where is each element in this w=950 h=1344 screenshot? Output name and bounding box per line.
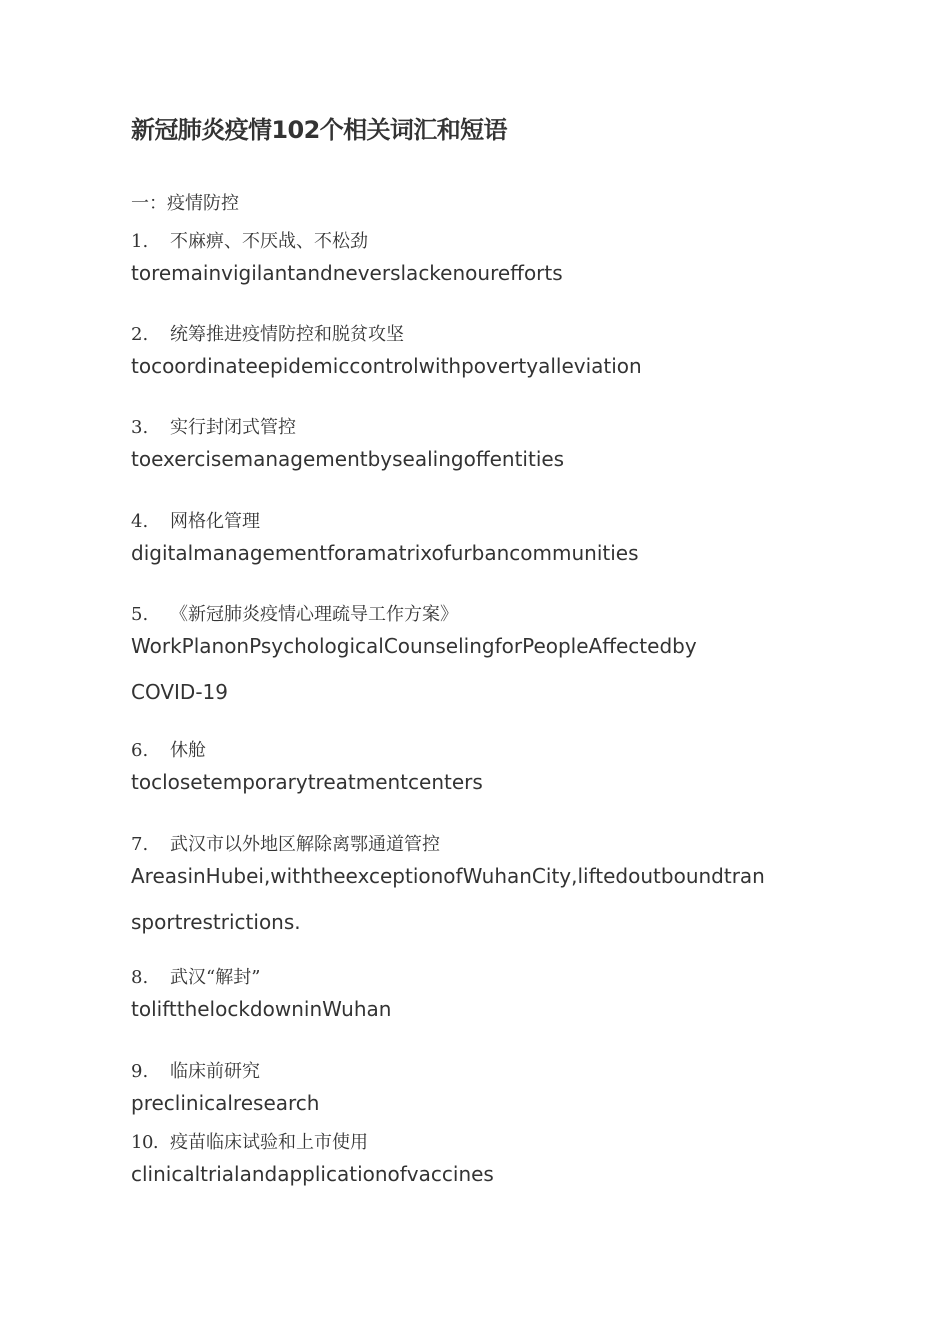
term-english: toexercisemanagementbysealingoffentities (131, 447, 565, 471)
term-english: toclosetemporarytreatmentcenters (131, 770, 483, 794)
term-chinese-text: 不麻痹、不厌战、不松劲 (170, 231, 368, 252)
term-number: 6. (131, 740, 149, 761)
term-number: 5. (131, 604, 149, 625)
term-english: AreasinHubei,withtheexceptionofWuhanCity,liftedoutboundtran (131, 864, 765, 888)
term-number: 4. (131, 511, 149, 532)
term-entry-1 (131, 230, 831, 296)
term-number: 2. (131, 324, 149, 345)
term-chinese-text: 武汉市以外地区解除离鄂通道管控 (170, 834, 440, 855)
term-entry-9 (131, 1060, 831, 1126)
term-english: digitalmanagementforamatrixofurbancommunities (131, 541, 639, 565)
term-chinese-text: 休舱 (170, 740, 206, 761)
term-entry-4 (131, 510, 831, 576)
term-chinese-text: 武汉“解封” (170, 967, 261, 988)
section-heading: 一：疫情防控 (131, 193, 239, 214)
term-chinese-text: 网格化管理 (170, 511, 260, 532)
term-english: tocoordinateepidemiccontrolwithpovertyalleviation (131, 354, 642, 378)
term-english-continued: COVID-19 (131, 680, 229, 704)
term-number: 7. (131, 834, 149, 855)
term-english: toremainvigilantandneverslackenourefforts (131, 261, 563, 285)
term-number: 1. (131, 231, 149, 252)
term-entry-2 (131, 323, 831, 389)
term-entry-3 (131, 416, 831, 482)
term-chinese-text: 疫苗临床试验和上市使用 (170, 1132, 368, 1153)
term-number: 8. (131, 967, 149, 988)
term-english: preclinicalresearch (131, 1091, 320, 1115)
document-title: 新冠肺炎疫情102个相关词汇和短语 (131, 116, 507, 144)
term-entry-7 (131, 833, 831, 945)
term-number: 10. (131, 1132, 159, 1153)
term-chinese-text: 《新冠肺炎疫情心理疏导工作方案》 (170, 604, 458, 625)
term-chinese-text: 临床前研究 (170, 1061, 260, 1082)
term-number: 3. (131, 417, 149, 438)
term-chinese-text: 实行封闭式管控 (170, 417, 296, 438)
term-entry-6 (131, 739, 831, 805)
term-number: 9. (131, 1061, 149, 1082)
term-english: WorkPlanonPsychologicalCounselingforPeopleAffectedby (131, 634, 697, 658)
term-chinese-text: 统筹推进疫情防控和脱贫攻坚 (170, 324, 404, 345)
term-entry-8 (131, 966, 831, 1032)
term-english: clinicaltrialandapplicationofvaccines (131, 1162, 494, 1186)
term-entry-10 (131, 1131, 831, 1197)
term-english-continued: sportrestrictions. (131, 910, 301, 934)
term-english: toliftthelockdowninWuhan (131, 997, 392, 1021)
term-entry-5 (131, 603, 831, 715)
